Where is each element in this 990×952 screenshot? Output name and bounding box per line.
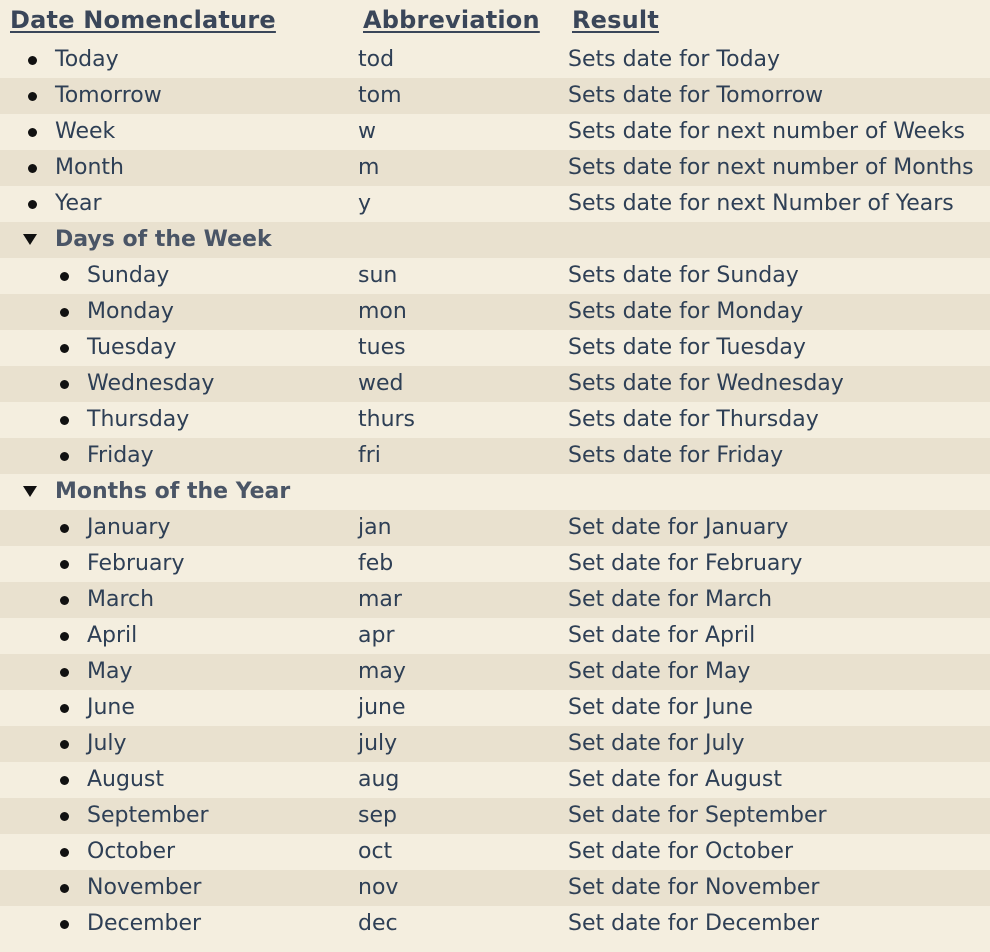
group-title: Days of the Week [55,227,272,252]
bullet-icon [28,164,37,173]
row-may[interactable] [0,654,990,690]
header-date-nomenclature: Date Nomenclature [10,6,276,34]
item-name: July [87,731,127,756]
item-name: April [87,623,138,648]
item-abbreviation: m [358,155,380,180]
item-name: Week [55,119,116,144]
bullet-icon [60,884,69,893]
row-november[interactable] [0,870,990,906]
bullet-icon [28,56,37,65]
item-abbreviation: mar [358,587,402,612]
item-abbreviation: sep [358,803,397,828]
item-name: October [87,839,176,864]
bullet-icon [60,344,69,353]
row-sunday[interactable] [0,258,990,294]
bullet-icon [60,920,69,929]
item-abbreviation: aug [358,767,400,792]
item-result: Set date for February [568,551,803,576]
item-abbreviation: tues [358,335,406,360]
row-today[interactable] [0,42,990,78]
header-result: Result [572,6,660,34]
bullet-icon [60,776,69,785]
row-friday[interactable] [0,438,990,474]
item-result: Set date for March [568,587,773,612]
item-result: Sets date for Wednesday [568,371,844,396]
row-week[interactable] [0,114,990,150]
item-result: Sets date for Friday [568,443,784,468]
row-october[interactable] [0,834,990,870]
item-name: Today [55,47,119,72]
item-abbreviation: oct [358,839,393,864]
bullet-icon [60,740,69,749]
item-name: Friday [87,443,154,468]
bullet-icon [60,596,69,605]
item-name: September [87,803,209,828]
item-result: Sets date for next number of Months [568,155,974,180]
item-result: Sets date for Monday [568,299,804,324]
outline-rows [0,42,990,942]
item-name: June [87,695,135,720]
row-thursday[interactable] [0,402,990,438]
item-result: Set date for July [568,731,745,756]
item-name: Sunday [87,263,170,288]
item-result: Sets date for next number of Weeks [568,119,965,144]
bullet-icon [28,92,37,101]
row-april[interactable] [0,618,990,654]
item-name: March [87,587,155,612]
item-result: Set date for September [568,803,827,828]
item-abbreviation: june [358,695,406,720]
item-result: Set date for December [568,911,820,936]
item-name: December [87,911,202,936]
row-tomorrow[interactable] [0,78,990,114]
bullet-icon [60,668,69,677]
item-abbreviation: may [358,659,406,684]
item-abbreviation: jan [358,515,392,540]
item-name: Monday [87,299,174,324]
disclosure-triangle-down-icon[interactable] [23,486,37,497]
row-january[interactable] [0,510,990,546]
group-months-of-the-year[interactable] [0,474,990,510]
item-abbreviation: y [358,191,372,216]
header-abbreviation: Abbreviation [363,6,540,34]
row-march[interactable] [0,582,990,618]
item-name: January [87,515,171,540]
item-result: Sets date for Tomorrow [568,83,824,108]
bullet-icon [60,704,69,713]
bullet-icon [60,560,69,569]
item-name: Wednesday [87,371,215,396]
row-august[interactable] [0,762,990,798]
bullet-icon [60,452,69,461]
row-december[interactable] [0,906,990,942]
item-abbreviation: fri [358,443,381,468]
item-name: February [87,551,185,576]
item-name: Year [55,191,102,216]
row-july[interactable] [0,726,990,762]
item-abbreviation: thurs [358,407,416,432]
item-result: Set date for May [568,659,751,684]
item-abbreviation: feb [358,551,394,576]
item-result: Set date for April [568,623,756,648]
item-abbreviation: nov [358,875,399,900]
item-abbreviation: sun [358,263,398,288]
item-result: Sets date for Sunday [568,263,799,288]
row-february[interactable] [0,546,990,582]
item-result: Set date for January [568,515,789,540]
row-september[interactable] [0,798,990,834]
row-june[interactable] [0,690,990,726]
item-name: Tomorrow [55,83,162,108]
row-tuesday[interactable] [0,330,990,366]
bullet-icon [60,524,69,533]
row-wednesday[interactable] [0,366,990,402]
item-result: Sets date for Today [568,47,781,72]
item-name: Tuesday [87,335,177,360]
group-days-of-the-week[interactable] [0,222,990,258]
row-month[interactable] [0,150,990,186]
bullet-icon [60,848,69,857]
item-result: Sets date for next Number of Years [568,191,954,216]
item-abbreviation: dec [358,911,398,936]
item-result: Set date for November [568,875,820,900]
item-name: Month [55,155,124,180]
bullet-icon [60,416,69,425]
bullet-icon [60,812,69,821]
item-result: Set date for June [568,695,753,720]
item-result: Sets date for Tuesday [568,335,806,360]
bullet-icon [28,200,37,209]
bullet-icon [60,308,69,317]
item-abbreviation: mon [358,299,407,324]
item-abbreviation: tom [358,83,402,108]
row-monday[interactable] [0,294,990,330]
bullet-icon [60,380,69,389]
row-year[interactable] [0,186,990,222]
item-name: Thursday [87,407,190,432]
item-abbreviation: apr [358,623,395,648]
item-abbreviation: wed [358,371,404,396]
item-name: August [87,767,164,792]
item-name: November [87,875,202,900]
column-header-row [0,0,990,42]
bullet-icon [60,272,69,281]
bullet-icon [28,128,37,137]
item-name: May [87,659,133,684]
disclosure-triangle-down-icon[interactable] [23,234,37,245]
item-result: Sets date for Thursday [568,407,819,432]
item-result: Set date for August [568,767,782,792]
group-title: Months of the Year [55,479,291,504]
item-result: Set date for October [568,839,794,864]
item-abbreviation: w [358,119,376,144]
item-abbreviation: tod [358,47,395,72]
bullet-icon [60,632,69,641]
item-abbreviation: july [358,731,398,756]
